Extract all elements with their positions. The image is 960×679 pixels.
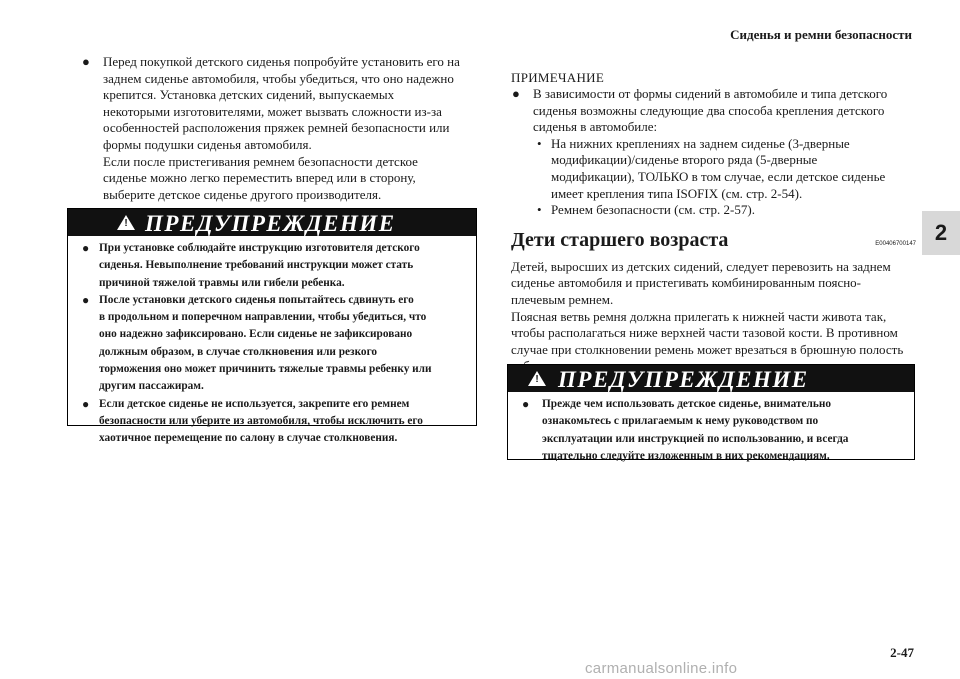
text-line: модификации)/сиденье второго ряда (5-дверные xyxy=(551,152,818,168)
intro-bullet xyxy=(81,54,477,203)
bullet-icon: ● xyxy=(82,241,90,255)
warning-body xyxy=(68,236,476,456)
text-line: заднем сиденье автомобиля, чтобы убедиться, что оно надежно xyxy=(103,70,454,86)
text-line: некоторыми изготовителями, может вызвать сложности из-за xyxy=(103,103,442,119)
watermark: carmanualsonline.info xyxy=(585,660,738,677)
text-line: хаотичное перемещение по салону в случае столкновения. xyxy=(99,432,398,445)
text-line: оно надежно зафиксировано. Если сиденье не зафиксировано xyxy=(99,328,413,341)
text-line: случае при столкновении ремень может врезаться в брюшную полость xyxy=(511,341,904,357)
warning-item xyxy=(82,292,462,396)
warning-box-right xyxy=(507,364,915,460)
text-line: Если детское сиденье не используется, закрепите его ремнем xyxy=(99,397,410,410)
warning-item xyxy=(522,396,900,465)
note-sub-list xyxy=(533,136,916,219)
left-column xyxy=(81,54,477,203)
text-line: Перед покупкой детского сиденья попробуйте установить его на xyxy=(103,54,460,69)
warning-body xyxy=(508,392,914,473)
page-number: 2-47 xyxy=(890,645,914,660)
right-column xyxy=(511,69,916,375)
text-line: сиденье автомобиля и пристегивать комбинированным поясно- xyxy=(511,275,861,291)
text-line: сиденье можно легко переместить вперед или в сторону, xyxy=(103,170,416,186)
text-line: В зависимости от формы сидений в автомобиле и типа детского xyxy=(533,86,888,101)
section-code: E00406700147 xyxy=(875,240,916,247)
text-line: сиденья возможны следующие два способа крепления детского xyxy=(533,102,885,118)
text-line: причиной тяжелой травмы или гибели ребенка. xyxy=(99,276,345,289)
text-line: На нижних креплениях на заднем сиденье (3-дверные xyxy=(551,135,850,151)
warning-title: ПРЕДУПРЕЖДЕНИЕ xyxy=(145,211,396,236)
bullet-icon: ● xyxy=(82,54,90,69)
text-line: выберите детское сиденье другого производителя. xyxy=(103,186,382,202)
text-line: торможения оно может причинить тяжелые травмы ребенку или xyxy=(99,363,432,376)
text-line: сиденья. Невыполнение требований инструкции может стать xyxy=(99,259,414,272)
warning-item xyxy=(82,396,462,448)
warning-box-left xyxy=(67,208,477,445)
text-line: При установке соблюдайте инструкцию изготовителя детского xyxy=(99,242,420,254)
text-line: Если после пристегивания ремнем безопасности детское xyxy=(103,153,418,169)
warning-title: ПРЕДУПРЕЖДЕНИЕ xyxy=(558,367,809,392)
note-bullet xyxy=(511,86,916,219)
text-line: сиденья в автомобиле: xyxy=(533,119,658,135)
text-line: имеет крепления типа ISOFIX (см. стр. 2-54). xyxy=(551,185,803,201)
text-line: модификации), ТОЛЬКО в том случае, если детское сиденье xyxy=(551,168,886,184)
text-line: другим пассажирам. xyxy=(99,380,204,393)
chapter-tab: 2 xyxy=(922,211,960,255)
bullet-icon: ● xyxy=(512,86,520,101)
text-line: ознакомьтесь с прилагаемым к нему руководством по xyxy=(542,415,819,428)
text-line: Детей, выросших из детских сидений, следует перевозить на заднем xyxy=(511,258,891,274)
text-line: Прежде чем использовать детское сиденье, внимательно xyxy=(542,398,832,410)
exclamation-icon: ! xyxy=(124,218,128,229)
text-line: тщательно следуйте изложенным в них рекомендациям. xyxy=(542,449,830,462)
exclamation-icon: ! xyxy=(535,374,539,385)
text-line: в продольном и поперечном направлении, чтобы убедиться, что xyxy=(99,311,427,324)
text-line: безопасности или уберите из автомобиля, чтобы исключить его xyxy=(99,414,423,427)
text-line: чтобы располагаться ниже верхней части тазовой кости. В противном xyxy=(511,325,898,341)
small-bullet-icon: • xyxy=(537,135,542,151)
text-line: плечевым ремнем. xyxy=(511,291,614,307)
text-line: Ремнем безопасности (см. стр. 2-57). xyxy=(551,202,755,218)
text-line: должным образом, в случае столкновения или резкого xyxy=(99,345,378,358)
list-item xyxy=(533,202,916,219)
text-line: Поясная ветвь ремня должна прилегать к нижней части живота так, xyxy=(511,308,887,324)
section-heading xyxy=(511,229,916,255)
section-title: Дети старшего возраста xyxy=(511,228,729,251)
section-body xyxy=(511,259,916,375)
text-line: формы подушки сиденья автомобиля. xyxy=(103,136,312,152)
small-bullet-icon: • xyxy=(537,202,542,218)
page-header-title: Сиденья и ремни безопасности xyxy=(730,27,912,42)
warning-item xyxy=(82,240,462,292)
warning-header xyxy=(68,209,476,236)
text-line: крепится. Установка детских сидений, выпускаемых xyxy=(103,87,395,103)
text-line: особенностей расположения пряжек ремней безопасности или xyxy=(103,120,450,136)
warning-header xyxy=(508,365,914,392)
bullet-icon: ● xyxy=(522,397,530,411)
text-line: эксплуатации или инструкцией по использованию, и всегда xyxy=(542,432,849,445)
bullet-icon: ● xyxy=(82,292,90,307)
bullet-icon: ● xyxy=(82,396,90,411)
text-line: После установки детского сиденья попытайтесь сдвинуть его xyxy=(99,293,414,306)
list-item xyxy=(533,136,916,202)
note-title: ПРИМЕЧАНИЕ xyxy=(511,70,605,85)
